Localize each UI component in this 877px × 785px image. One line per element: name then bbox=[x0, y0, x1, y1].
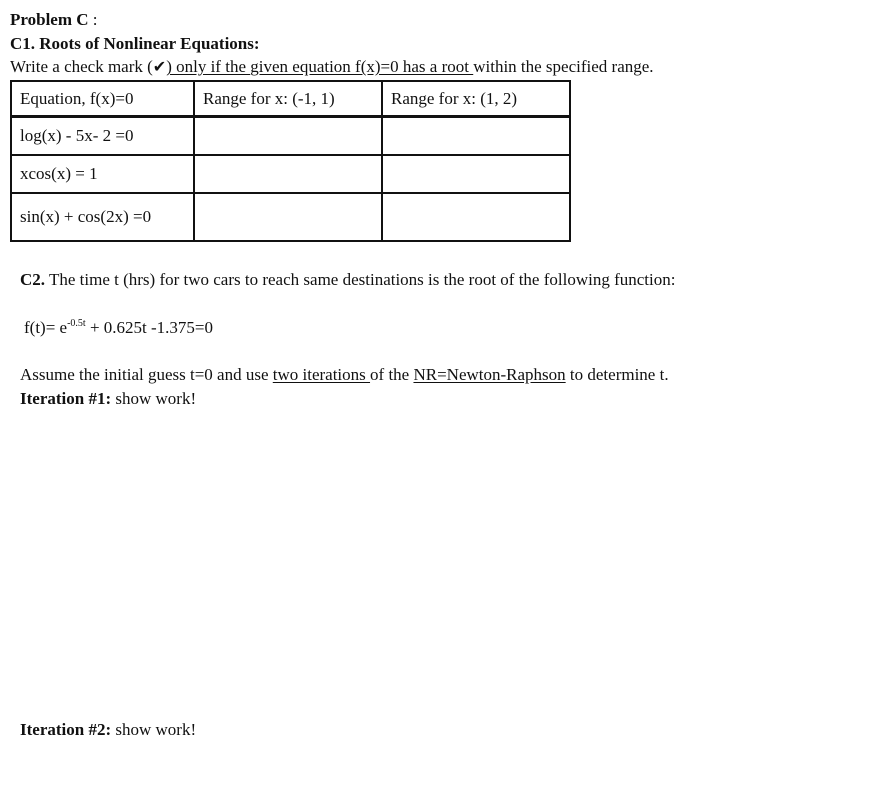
c1-instruction bbox=[10, 57, 654, 77]
instruction-post: within the specified range. bbox=[473, 57, 654, 76]
iteration-1-text: show work! bbox=[111, 389, 197, 408]
equation-rhs: + 0.625t -1.375=0 bbox=[85, 318, 214, 337]
roots-table bbox=[10, 80, 571, 242]
check-mark-icon: ✔ bbox=[152, 57, 167, 76]
assume-underlined-iterations: two iterations bbox=[272, 365, 371, 384]
header-equation: Equation, f(x)=0 bbox=[11, 81, 194, 117]
equation-cell: log(x) - 5x- 2 =0 bbox=[11, 117, 194, 156]
check-cell-range-1[interactable] bbox=[194, 117, 382, 156]
check-cell-range-1[interactable] bbox=[194, 193, 382, 241]
equation-lhs: f(t)= e bbox=[24, 318, 68, 337]
c1-heading: C1. Roots of Nonlinear Equations: bbox=[10, 34, 260, 53]
assume-underlined-method: NR=Newton-Raphson bbox=[413, 365, 566, 384]
instruction-mid: ) only if the bbox=[166, 57, 251, 76]
check-cell-range-2[interactable] bbox=[382, 155, 570, 193]
c2-label: C2. bbox=[20, 270, 46, 289]
table-row bbox=[11, 117, 570, 156]
header-range-1: Range for x: (-1, 1) bbox=[194, 81, 382, 117]
table-row bbox=[11, 193, 570, 241]
table-row bbox=[11, 155, 570, 193]
check-cell-range-1[interactable] bbox=[194, 155, 382, 193]
assume-mid: of the bbox=[370, 365, 414, 384]
problem-title-label: Problem C bbox=[10, 10, 89, 29]
iteration-2-text: show work! bbox=[111, 720, 197, 739]
assume-pre: Assume the initial guess t=0 and use bbox=[20, 365, 273, 384]
table-header-row bbox=[11, 81, 570, 117]
check-cell-range-2[interactable] bbox=[382, 117, 570, 156]
iteration-1-prompt bbox=[20, 389, 196, 409]
equation-cell: xcos(x) = 1 bbox=[11, 155, 194, 193]
iteration-1-label: Iteration #1: bbox=[20, 389, 112, 408]
check-cell-range-2[interactable] bbox=[382, 193, 570, 241]
instruction-underlined: given equation f(x)=0 has a root bbox=[250, 57, 474, 76]
instruction-pre: Write a check mark ( bbox=[10, 57, 153, 76]
header-range-2: Range for x: (1, 2) bbox=[382, 81, 570, 117]
equation-exponent: -0.5t bbox=[67, 318, 86, 329]
problem-title bbox=[10, 10, 98, 30]
equation-cell: sin(x) + cos(2x) =0 bbox=[11, 193, 194, 241]
c2-equation bbox=[24, 318, 213, 338]
c2-description bbox=[20, 270, 675, 290]
c2-assumption bbox=[20, 365, 669, 385]
iteration-2-prompt bbox=[20, 720, 196, 740]
c2-text: The time t (hrs) for two cars to reach same destinations is the root of the following function: bbox=[45, 270, 676, 289]
assume-post: to determine t. bbox=[565, 365, 669, 384]
iteration-2-label: Iteration #2: bbox=[20, 720, 112, 739]
problem-title-suffix: : bbox=[88, 10, 98, 29]
